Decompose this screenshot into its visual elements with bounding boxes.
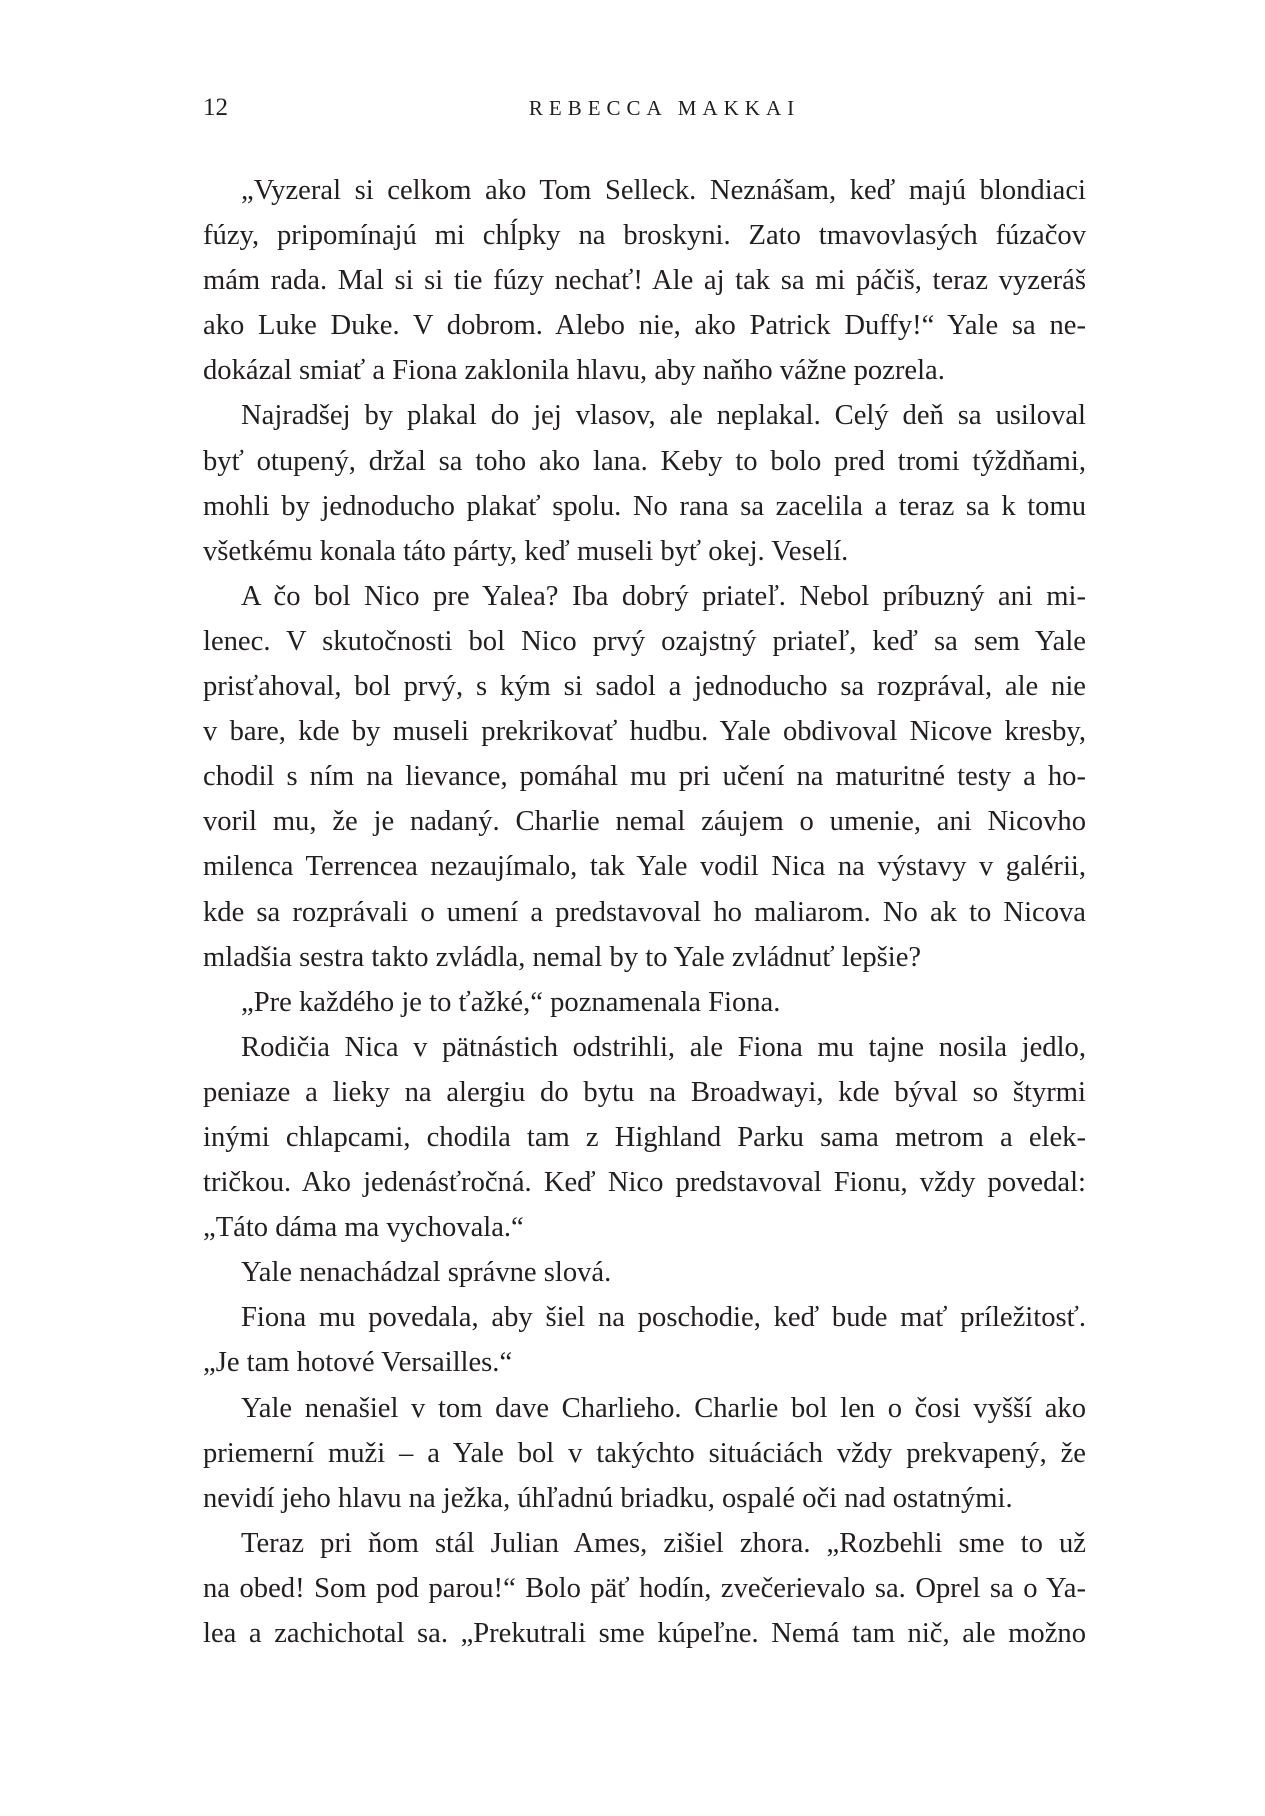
text-line: všetkému konala táto párty, keď museli byť okej. Veselí. [203,535,849,567]
text-line: priemerní muži – a Yale bol v takýchto situáciách vždy prekvapený, že [203,1437,1086,1469]
text-line: Najradšej by plakal do jej vlasov, ale neplakal. Celý deň sa usiloval [241,400,1086,432]
text-line: „Táto dáma ma vychovala.“ [203,1212,524,1244]
paragraph [203,168,1086,393]
text-line: dokázal smiať a Fiona zaklonila hlavu, aby naňho vážne pozrela. [203,355,945,387]
text-line: „Je tam hotové Versailles.“ [203,1347,513,1379]
text-line: Rodičia Nica v pätnástich odstrihli, ale Fiona mu tajne nosila jedlo, [241,1031,1086,1063]
paragraph [203,393,1086,573]
text-line: chodil s ním na lievance, pomáhal mu pri učení na maturitné testy a ho- [203,761,1086,793]
text-line: mohli by jednoducho plakať spolu. No rana sa zacelila a teraz sa k tomu [203,490,1086,522]
text-line: Teraz pri ňom stál Julian Ames, zišiel zhora. „Rozbehli sme to už [241,1527,1086,1559]
text-line: nevidí jeho hlavu na ježka, úhľadnú briadku, ospalé oči nad ostatnými. [203,1482,1013,1514]
text-line: v bare, kde by museli prekrikovať hudbu. Yale obdivoval Nicove kresby, [203,716,1086,748]
text-line: fúzy, pripomínajú mi chĺpky na broskyni. Zato tmavovlasých fúzačov [203,220,1086,252]
text-line: Fiona mu povedala, aby šiel na poschodie, keď bude mať príležitosť. [241,1302,1086,1334]
text-line: prisťahoval, bol prvý, s kým si sadol a jednoducho sa rozprával, ale nie [203,671,1086,703]
text-line: na obed! Som pod parou!“ Bolo päť hodín, zvečerievalo sa. Oprel sa o Ya- [203,1572,1086,1604]
paragraph [203,1386,1086,1521]
paragraph [203,980,1086,1025]
paragraph [203,1025,1086,1250]
text-line: ako Luke Duke. V dobrom. Alebo nie, ako Patrick Duffy!“ Yale sa ne- [203,310,1086,342]
text-line: Yale nenašiel v tom dave Charlieho. Charlie bol len o čosi vyšší ako [241,1392,1086,1424]
running-head: REBECCA MAKKAI [528,96,801,120]
paragraph [203,1521,1086,1656]
text-line: „Pre každého je to ťažké,“ poznamenala Fiona. [241,986,781,1018]
paragraph [203,574,1086,980]
paragraph [203,1295,1086,1385]
page-number: 12 [203,94,228,121]
text-line: Yale nenachádzal správne slová. [241,1257,612,1289]
body-text [203,168,1086,1656]
text-line: voril mu, že je nadaný. Charlie nemal záujem o umenie, ani Nicovho [203,806,1086,838]
text-line: tričkou. Ako jedenásťročná. Keď Nico predstavoval Fionu, vždy povedal: [203,1167,1086,1199]
page-header [203,88,1086,128]
text-line: lenec. V skutočnosti bol Nico prvý ozajstný priateľ, keď sa sem Yale [203,625,1086,657]
text-line: A čo bol Nico pre Yalea? Iba dobrý priateľ. Nebol príbuzný ani mi- [241,580,1086,612]
text-line: kde sa rozprávali o umení a predstavoval ho maliarom. No ak to Nicova [203,896,1086,928]
paragraph [203,1250,1086,1295]
text-line: inými chlapcami, chodila tam z Highland Parku sama metrom a elek- [203,1121,1086,1153]
text-line: lea a zachichotal sa. „Prekutrali sme kúpeľne. Nemá tam nič, ale možno [203,1618,1086,1649]
text-line: milenca Terrencea nezaujímalo, tak Yale vodil Nica na výstavy v galérii, [203,851,1086,883]
text-line: mám rada. Mal si si tie fúzy nechať! Ale aj tak sa mi páčiš, teraz vyzeráš [203,265,1086,297]
text-line: „Vyzeral si celkom ako Tom Selleck. Neznášam, keď majú blondiaci [241,175,1086,206]
text-line: byť otupený, držal sa toho ako lana. Keby to bolo pred tromi týždňami, [203,445,1086,477]
text-line: peniaze a lieky na alergiu do bytu na Broadwayi, kde býval so štyrmi [203,1076,1086,1108]
text-line: mladšia sestra takto zvládla, nemal by to Yale zvládnuť lepšie? [203,941,922,973]
